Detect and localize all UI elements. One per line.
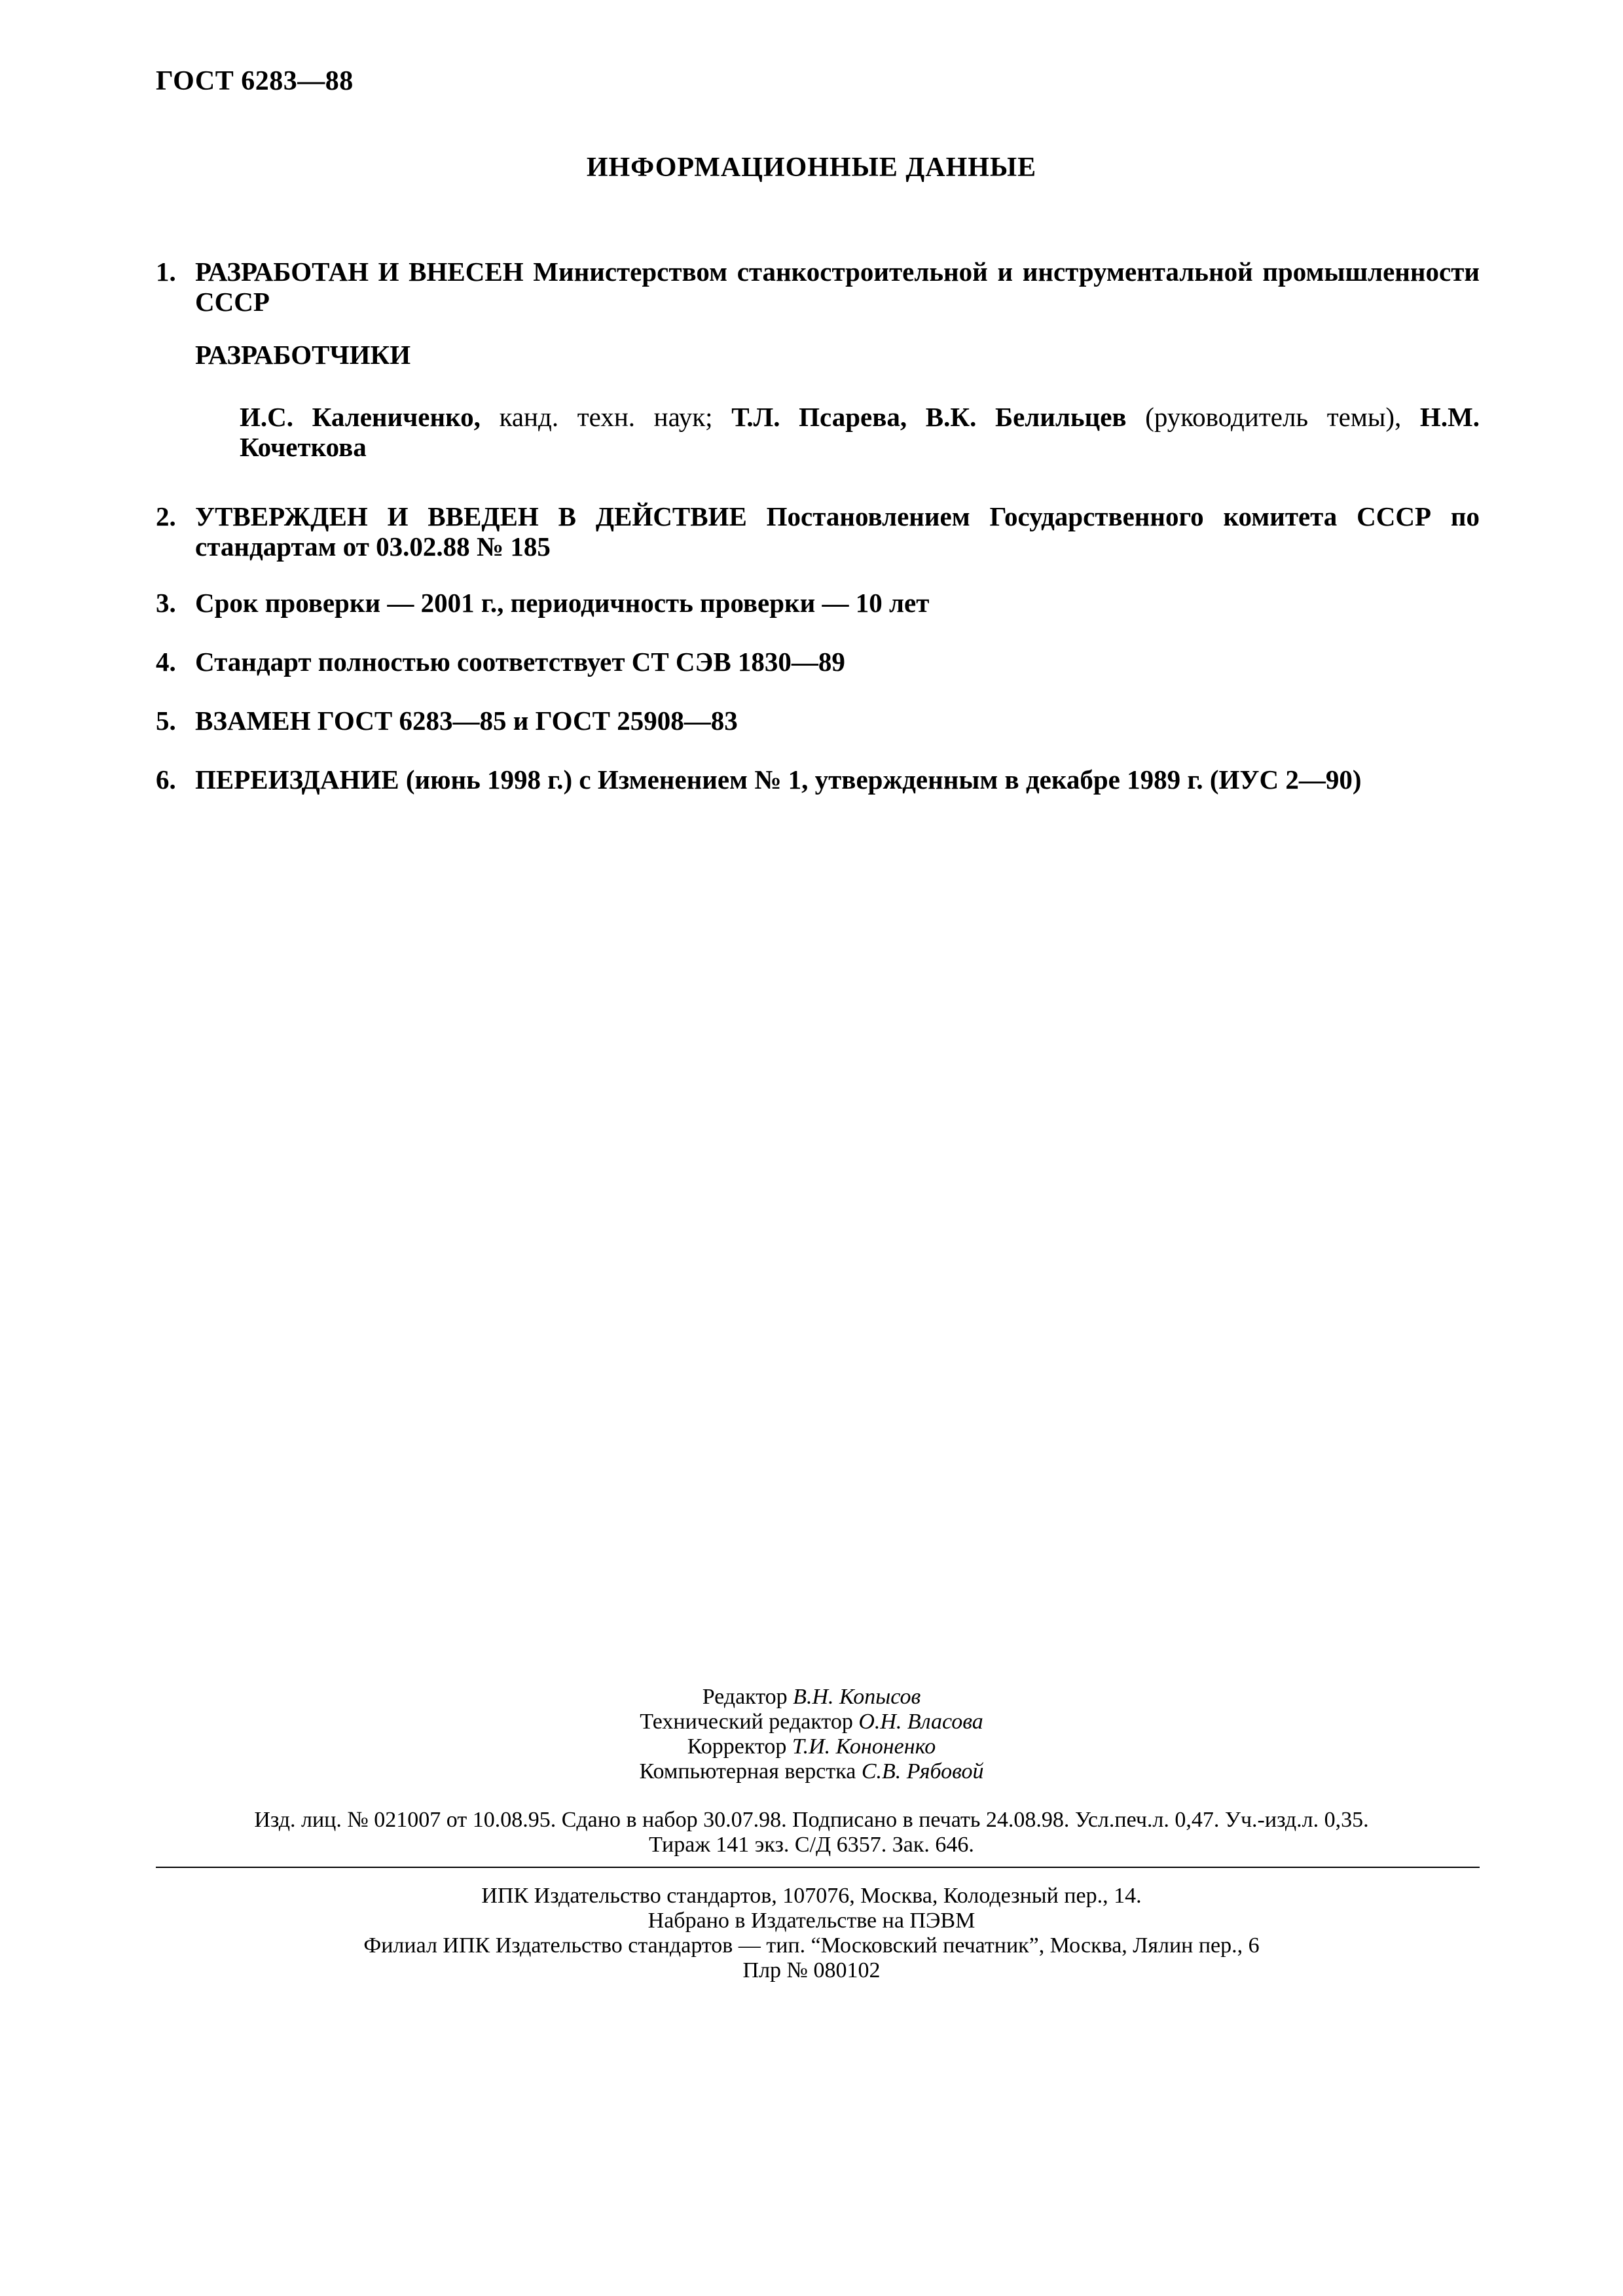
item-text: РАЗРАБОТАН И ВНЕСЕН Министерством станкостроительной и инструментальной промышленности СССР (195, 257, 1480, 317)
publication-info-line: Тираж 141 экз. С/Д 6357. Зак. 646. (649, 1833, 974, 1857)
item-text: ВЗАМЕН ГОСТ 6283—85 и ГОСТ 25908—83 (195, 706, 738, 736)
divider-line (156, 1867, 1480, 1868)
developer-name: Т.Л. Псарева, В.К. Белильцев (731, 402, 1127, 432)
info-item-5 (156, 706, 1480, 736)
developer-degree: канд. техн. наук; (480, 402, 732, 432)
credit-person: Т.И. Кононенко (792, 1734, 936, 1759)
item-text: УТВЕРЖДЕН И ВВЕДЕН В ДЕЙСТВИЕ Постановлением Государственного комитета СССР по стандартам от 03.02.88 № 185 (195, 501, 1480, 562)
credit-line (0, 1759, 1623, 1784)
info-item-2 (156, 501, 1480, 562)
info-item-3 (156, 588, 1480, 618)
credit-line (0, 1685, 1623, 1710)
item-text: Срок проверки — 2001 г., периодичность проверки — 10 лет (195, 588, 930, 618)
editorial-credits (0, 1685, 1623, 1784)
publisher-line: Набрано в Издательстве на ПЭВМ (647, 1909, 976, 1933)
item-number: 3. (156, 588, 176, 618)
item-text: ПЕРЕИЗДАНИЕ (июнь 1998 г.) с Изменением № 1, утвержденным в декабре 1989 г. (ИУС 2—90) (195, 764, 1362, 795)
publisher-info (0, 1884, 1623, 1983)
developers-heading: РАЗРАБОТЧИКИ (195, 340, 411, 370)
publisher-line: Плр № 080102 (742, 1958, 881, 1982)
publication-info-line: Изд. лиц. № 021007 от 10.08.95. Сдано в набор 30.07.98. Подписано в печать 24.08.98. Усл.печ.л. 0,47. Уч.-изд.л. 0,35. (254, 1808, 1369, 1832)
credit-line (0, 1710, 1623, 1734)
item-number: 1. (156, 257, 176, 287)
credit-person: С.В. Рябовой (861, 1759, 984, 1784)
info-item-1 (156, 257, 1480, 317)
developer-name: И.С. Калениченко, (240, 402, 481, 432)
developer-name: Н.М. Кочеткова (240, 402, 1480, 462)
credit-role: Технический редактор (640, 1710, 859, 1734)
info-item-6 (156, 764, 1480, 795)
item-number: 6. (156, 764, 176, 795)
item-text: Стандарт полностью соответствует СТ СЭВ 1830—89 (195, 647, 845, 677)
credit-person: О.Н. Власова (858, 1710, 983, 1734)
document-code: ГОСТ 6283—88 (156, 66, 354, 96)
developers-list (240, 402, 1480, 462)
credit-role: Компьютерная верстка (639, 1759, 862, 1784)
section-title: ИНФОРМАЦИОННЫЕ ДАННЫЕ (586, 152, 1037, 183)
credit-role: Редактор (702, 1685, 793, 1709)
publisher-line: ИПК Издательство стандартов, 107076, Москва, Колодезный пер., 14. (481, 1884, 1142, 1908)
item-number: 4. (156, 647, 176, 677)
credit-person: В.Н. Копысов (793, 1685, 921, 1709)
developer-role: (руководитель темы), (1126, 402, 1420, 432)
publisher-line: Филиал ИПК Издательство стандартов — тип. “Московский печатник”, Москва, Лялин пер., 6 (363, 1933, 1260, 1958)
credit-line (0, 1734, 1623, 1759)
item-number: 5. (156, 706, 176, 736)
item-number: 2. (156, 501, 176, 531)
publication-info (0, 1808, 1623, 1857)
credit-role: Корректор (687, 1734, 792, 1759)
info-item-4 (156, 647, 1480, 677)
